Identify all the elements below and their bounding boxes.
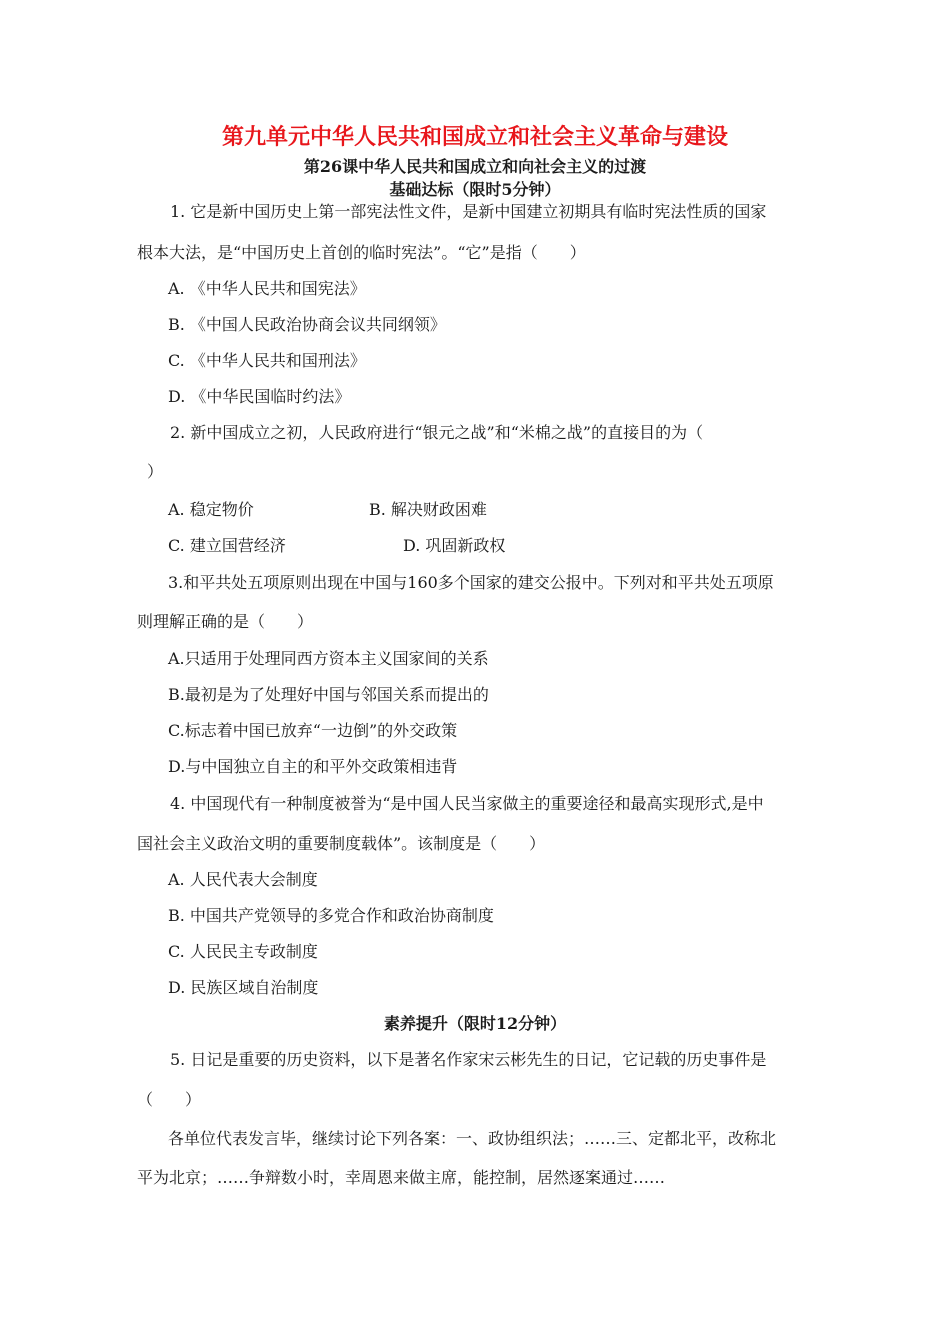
question-4-option-b: B. 中国共产党领导的多党合作和政治协商制度 xyxy=(168,906,494,925)
unit-title: 第九单元中华人民共和国成立和社会主义革命与建设 xyxy=(221,124,728,150)
question-5-excerpt-line2: 平为北京；……争辩数小时，幸周恩来做主席，能控制，居然逐案通过…… xyxy=(137,1168,666,1187)
section-title-basic: 基础达标（限时5分钟） xyxy=(389,180,561,199)
question-2-option-b: B. 解决财政困难 xyxy=(369,500,487,519)
question-3-option-b: B.最初是为了处理好中国与邻国关系而提出的 xyxy=(168,685,489,704)
question-4-option-a: A. 人民代表大会制度 xyxy=(168,870,318,889)
question-1-option-b: B. 《中国人民政治协商会议共同纲领》 xyxy=(168,315,446,334)
question-2-option-d: D. 巩固新政权 xyxy=(403,536,506,555)
question-1-text-line2: 根本大法，是“中国历史上首创的临时宪法”。“它”是指（ ） xyxy=(137,243,586,262)
question-5-text-line1: 5. 日记是重要的历史资料，以下是著名作家宋云彬先生的日记，它记载的历史事件是 xyxy=(170,1050,767,1069)
question-4-text-line2: 国社会主义政治文明的重要制度载体”。该制度是（ ） xyxy=(137,834,546,853)
question-4-option-c: C. 人民民主专政制度 xyxy=(168,942,318,961)
question-1-option-d: D. 《中华民国临时约法》 xyxy=(168,387,351,406)
section-title-advanced: 素养提升（限时12分钟） xyxy=(383,1014,567,1033)
question-3-option-d: D.与中国独立自主的和平外交政策相违背 xyxy=(168,757,458,776)
question-3-option-a: A.只适用于处理同西方资本主义国家间的关系 xyxy=(168,649,489,668)
question-1-option-a: A. 《中华人民共和国宪法》 xyxy=(168,279,366,298)
question-1-text-line1: 1. 它是新中国历史上第一部宪法性文件，是新中国建立初期具有临时宪法性质的国家 xyxy=(170,202,767,221)
question-4-option-d: D. 民族区域自治制度 xyxy=(168,978,319,997)
question-4-text-line1: 4. 中国现代有一种制度被誉为“是中国人民当家做主的重要途径和最高实现形式,是中 xyxy=(170,794,764,813)
question-2-option-c: C. 建立国营经济 xyxy=(168,536,286,555)
lesson-title: 第26课中华人民共和国成立和向社会主义的过渡 xyxy=(303,157,647,176)
question-2-text-line2: ） xyxy=(147,462,164,481)
question-3-option-c: C.标志着中国已放弃“一边倒”的外交政策 xyxy=(168,721,458,740)
question-3-text-line2: 则理解正确的是（ ） xyxy=(137,612,314,631)
question-2-text-line1: 2. 新中国成立之初，人民政府进行“银元之战”和“米棉之战”的直接目的为（ xyxy=(170,423,704,442)
question-5-text-line2: （ ） xyxy=(137,1090,202,1109)
question-1-option-c: C. 《中华人民共和国刑法》 xyxy=(168,351,366,370)
question-2-option-a: A. 稳定物价 xyxy=(168,500,254,519)
question-5-excerpt-line1: 各单位代表发言毕，继续讨论下列各案：一、政协组织法；……三、定都北平，改称北 xyxy=(168,1129,777,1148)
question-3-text-line1: 3.和平共处五项原则出现在中国与160多个国家的建交公报中。下列对和平共处五项原 xyxy=(168,573,774,592)
